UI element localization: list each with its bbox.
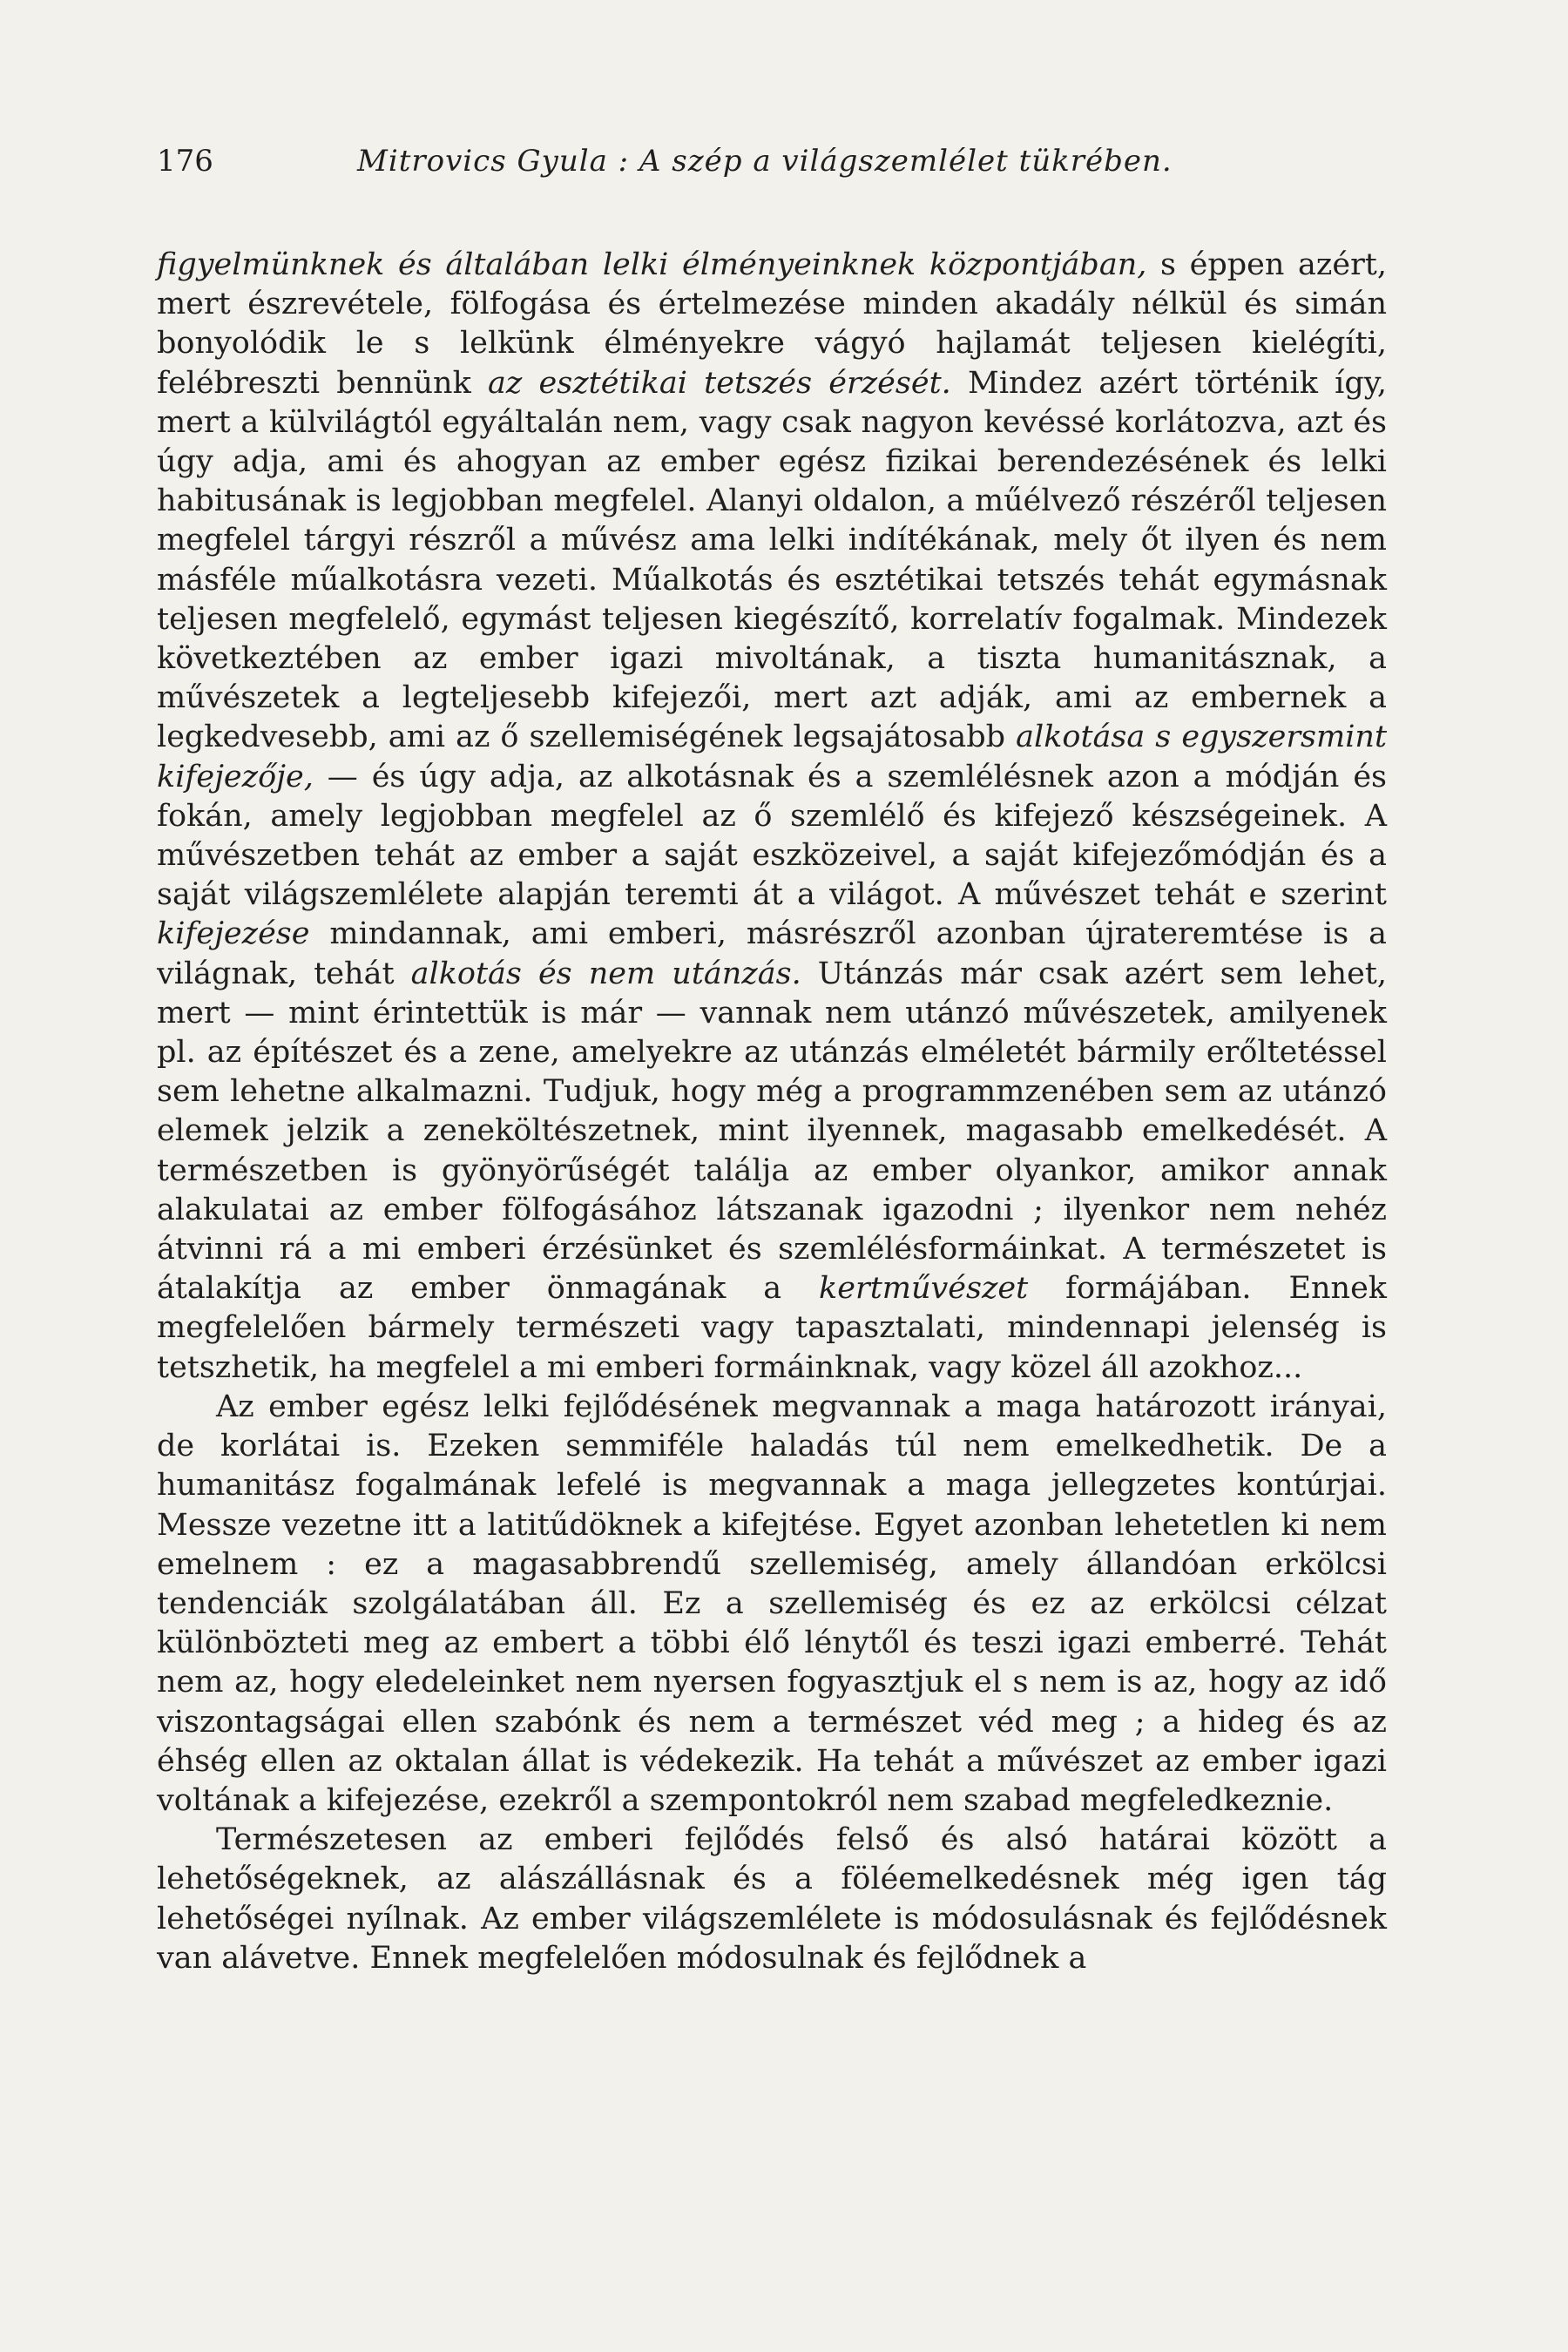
- italic-text: kifejezése: [157, 916, 310, 952]
- italic-text: az esztétikai tetszés érzését.: [488, 365, 951, 401]
- page-header: [157, 144, 1411, 179]
- italic-text: alkotás és nem utánzás.: [410, 956, 801, 991]
- paragraph: [157, 246, 1387, 1388]
- italic-text: kertművészet: [819, 1271, 1029, 1307]
- italic-text: figyelmünknek és általában lelki élményeinknek központjában,: [157, 247, 1147, 282]
- running-head: Mitrovics Gyula : A szép a világszemlélet tükrében.: [357, 144, 1173, 179]
- text-segment: formájában. Ennek megfelelően bármely természeti vagy tapasztalati, mindennapi jelenség is tetszhetik, ha megfelel a mi emberi formáinknak, vagy közel áll azokhoz...: [157, 1271, 1387, 1385]
- paragraph: [157, 1388, 1387, 1821]
- paragraph: [157, 1821, 1387, 1978]
- page-number: 176: [157, 144, 213, 179]
- text-segment: mindannak, ami emberi, másrészről azonban újrateremtése is a világnak, tehát: [157, 916, 1387, 991]
- text-segment: Utánzás már csak azért sem lehet, mert — mint érintettük is már — vannak nem utánzó művészetek, amilyenek pl. az építészet és a zene, amelyekre az utánzás elméletét bármily erőltetéssel sem lehetne alkalmazni. Tudjuk, hogy még a programmzenében sem az utánzó elemek jelzik a zeneköltészetnek, mint ilyennek, magasabb emelkedését. A természetben is gyönyörűségét találja az ember olyankor, amikor annak alakulatai az ember fölfogásához látszanak igazodni ; ilyenkor nem nehéz átvinni rá a mi emberi érzésünket és szemlélésformáinkat. A természetet is átalakítja az ember önmagának a: [157, 956, 1387, 1307]
- text-segment: — és úgy adja, az alkotásnak és a szemlélésnek azon a módján és fokán, amely legjobban megfelel az ő szemlélő és kifejező készségeinek. A művészetben tehát az ember a saját eszközeivel, a saját kifejezőmódján és a saját világszemlélete alapján teremti át a világot. A művészet tehát e szerint: [157, 759, 1387, 913]
- body-text: [157, 246, 1387, 1978]
- text-segment: s éppen azért, mert észrevétele, fölfogása és értelmezése minden akadály nélkül és simán bonyolódik le s lelkünk élményekre vágyó hajlamát teljesen kielégíti, felébreszti bennünk: [157, 247, 1388, 401]
- italic-text: alkotása s egyszersmint kifejezője,: [157, 720, 1388, 794]
- text-segment: Az ember egész lelki fejlődésének megvannak a maga határozott irányai, de korlátai is. Ezeken semmiféle haladás túl nem emelkedhetik. De a humanitász fogalmának lefelé is megvannak a maga jellegzetes kontúrjai. Messze vezetne itt a latitűdöknek a kifejtése. Egyet azonban lehetetlen ki nem emelnem : ez a magasabbrendű szellemiség, amely állandóan erkölcsi tendenciák szolgálatában áll. Ez a szellemiség és ez az erkölcsi célzat különbözteti meg az embert a többi élő lénytől és teszi igazi emberré. Tehát nem az, hogy eledeleinket nem nyersen fogyasztjuk el s nem is az, hogy az idő viszontagságai ellen szabónk és nem a természet véd meg ; a hideg és az éhség ellen az oktalan állat is védekezik. Ha tehát a művészet az ember igazi voltának a kifejezése, ezekről a szempontokról nem szabad megfeledkeznie.: [157, 1389, 1387, 1818]
- text-segment: Mindez azért történik így, mert a külvilágtól egyáltalán nem, vagy csak nagyon kevéssé korlátozva, azt és úgy adja, ami és ahogyan az ember egész fizikai berendezésének és lelki habitusának is legjobban megfelel. Alanyi oldalon, a műélvező részéről teljesen megfelel tárgyi részről a művész ama lelki indítékának, mely őt ilyen és nem másféle műalkotásra vezeti. Műalkotás és esztétikai tetszés tehát egymásnak teljesen megfelelő, egymást teljesen kiegészítő, korrelatív fogalmak. Mindezek következtében az ember igazi mivoltának, a tiszta humanitásznak, a művészetek a legteljesebb kifejezői, mert azt adják, ami az embernek a legkedvesebb, ami az ő szellemiségének legsajátosabb: [157, 365, 1388, 755]
- text-segment: Természetesen az emberi fejlődés felső és alsó határai között a lehetőségeknek, az alászállásnak és a föléemelkedésnek még igen tág lehetőségei nyílnak. Az ember világszemlélete is módosulásnak és fejlődésnek van alávetve. Ennek megfelelően módosulnak és fejlődnek a: [157, 1822, 1387, 1976]
